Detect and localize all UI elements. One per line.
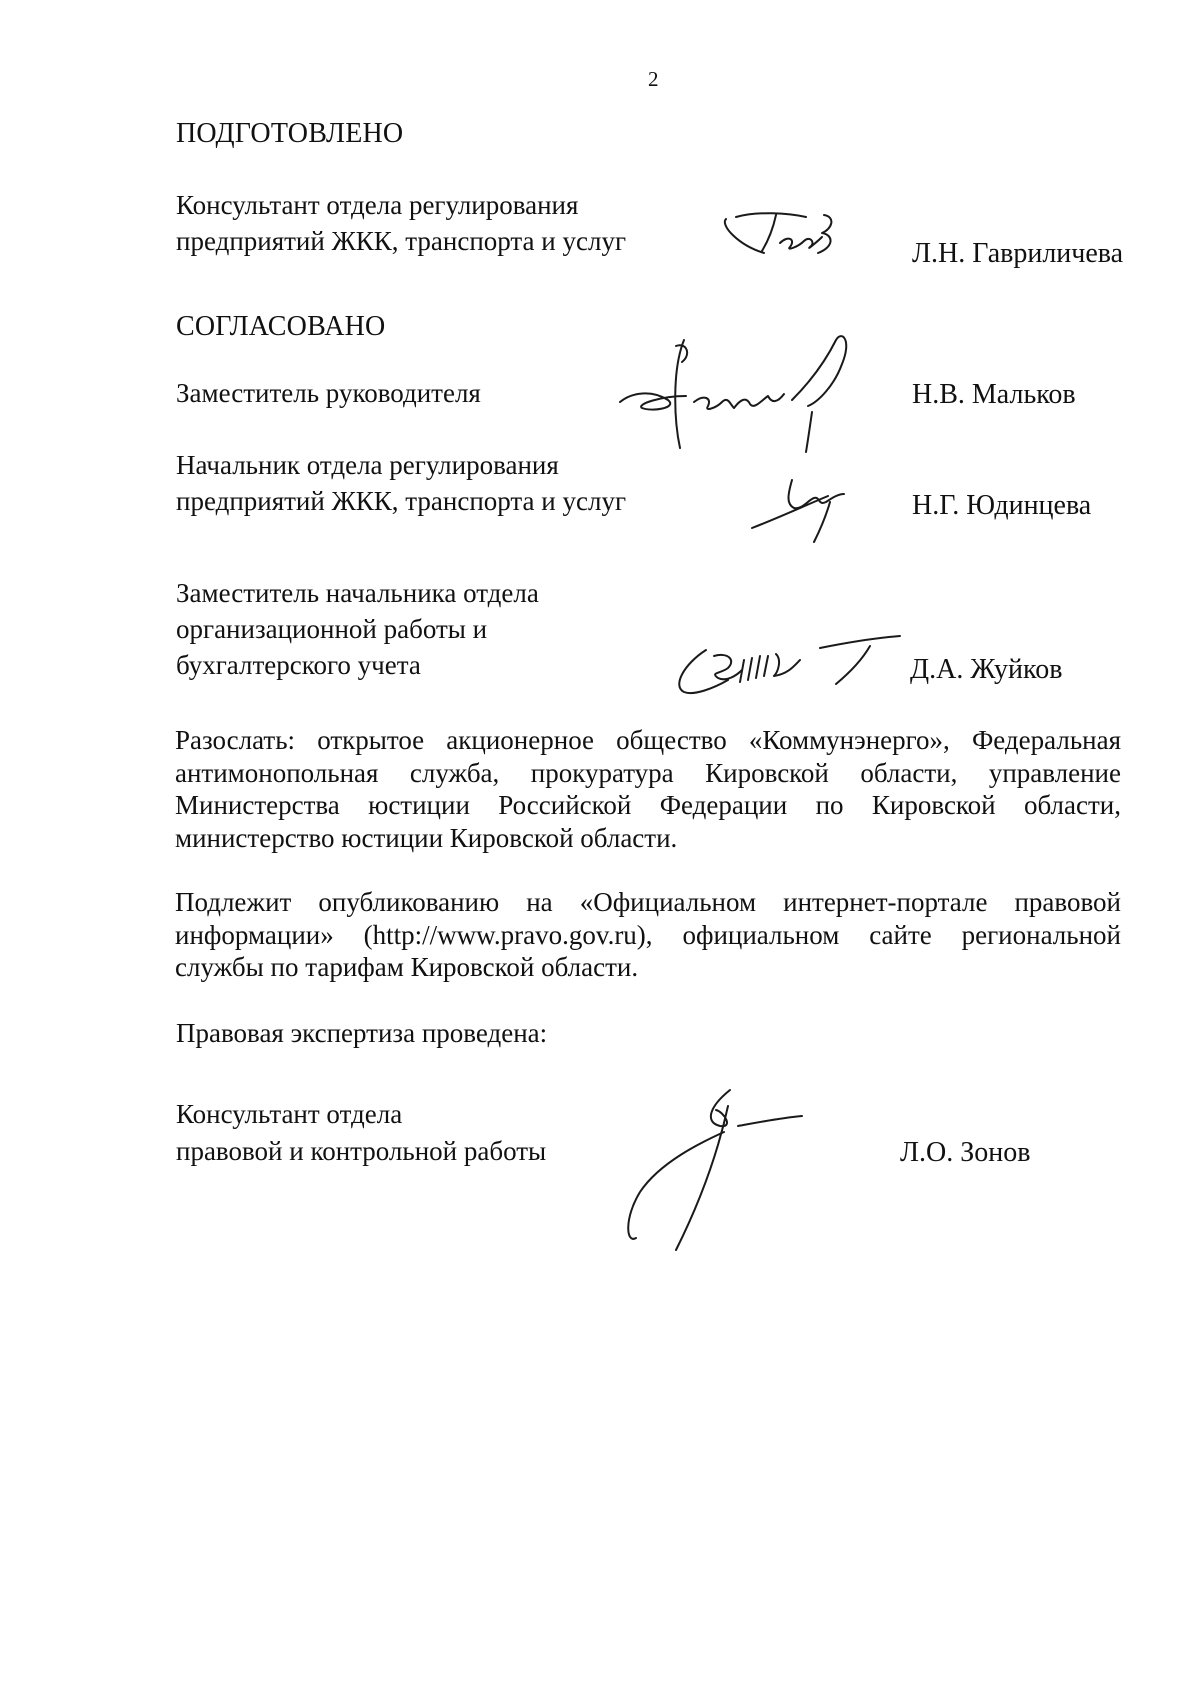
prepared-signer-name: Л.Н. Гавриличева <box>912 238 1124 269</box>
signer-3-position-line-3: бухгалтерского учета <box>176 650 421 680</box>
signature-gavrilicheva <box>718 205 848 265</box>
legal-review-label: Правовая экспертиза проведена: <box>176 1018 548 1048</box>
prepared-position-line-2: предприятий ЖКК, транспорта и услуг <box>176 226 627 256</box>
signature-malkov <box>612 330 872 455</box>
legal-review-signer-name: Л.О. Зонов <box>900 1137 1031 1168</box>
signature-zonov <box>620 1082 810 1262</box>
legal-review-position-line-2: правовой и контрольной работы <box>176 1136 547 1166</box>
signer-3-position-line-2: организационной работы и <box>176 614 488 644</box>
page-number: 2 <box>648 67 659 91</box>
agreed-heading: СОГЛАСОВАНО <box>176 311 386 342</box>
signer-2-position-line-2: предприятий ЖКК, транспорта и услуг <box>176 486 627 516</box>
signer-2-position-line-1: Начальник отдела регулирования <box>176 450 559 480</box>
signature-zhuikov <box>670 630 910 710</box>
signer-1-position-line-1: Заместитель руководителя <box>176 378 481 408</box>
signer-2-name: Н.Г. Юдинцева <box>912 490 1092 521</box>
signer-3-position-line-1: Заместитель начальника отдела <box>176 578 539 608</box>
distribution-paragraph: Разослать: открытое акционерное общество «Коммунэнерго», Федеральная антимонопольная служба, прокуратура Кировской области, управление Министерства юстиции Российской Федерации по Кировской области, министерство юстиции Кировской области. <box>175 725 1121 853</box>
prepared-position-line-1: Консультант отдела регулирования <box>176 190 579 220</box>
signer-3-name: Д.А. Жуйков <box>910 654 1063 685</box>
signer-1-name: Н.В. Мальков <box>912 379 1076 410</box>
signature-yudintseva <box>748 476 858 546</box>
publication-paragraph: Подлежит опубликованию на «Официальном интернет-портале правовой информации» (http://www.pravo.gov.ru), официальном сайте региональной службы по тарифам Кировской области. <box>175 887 1121 982</box>
legal-review-position-line-1: Консультант отдела <box>176 1099 403 1129</box>
prepared-heading: ПОДГОТОВЛЕНО <box>176 118 404 149</box>
